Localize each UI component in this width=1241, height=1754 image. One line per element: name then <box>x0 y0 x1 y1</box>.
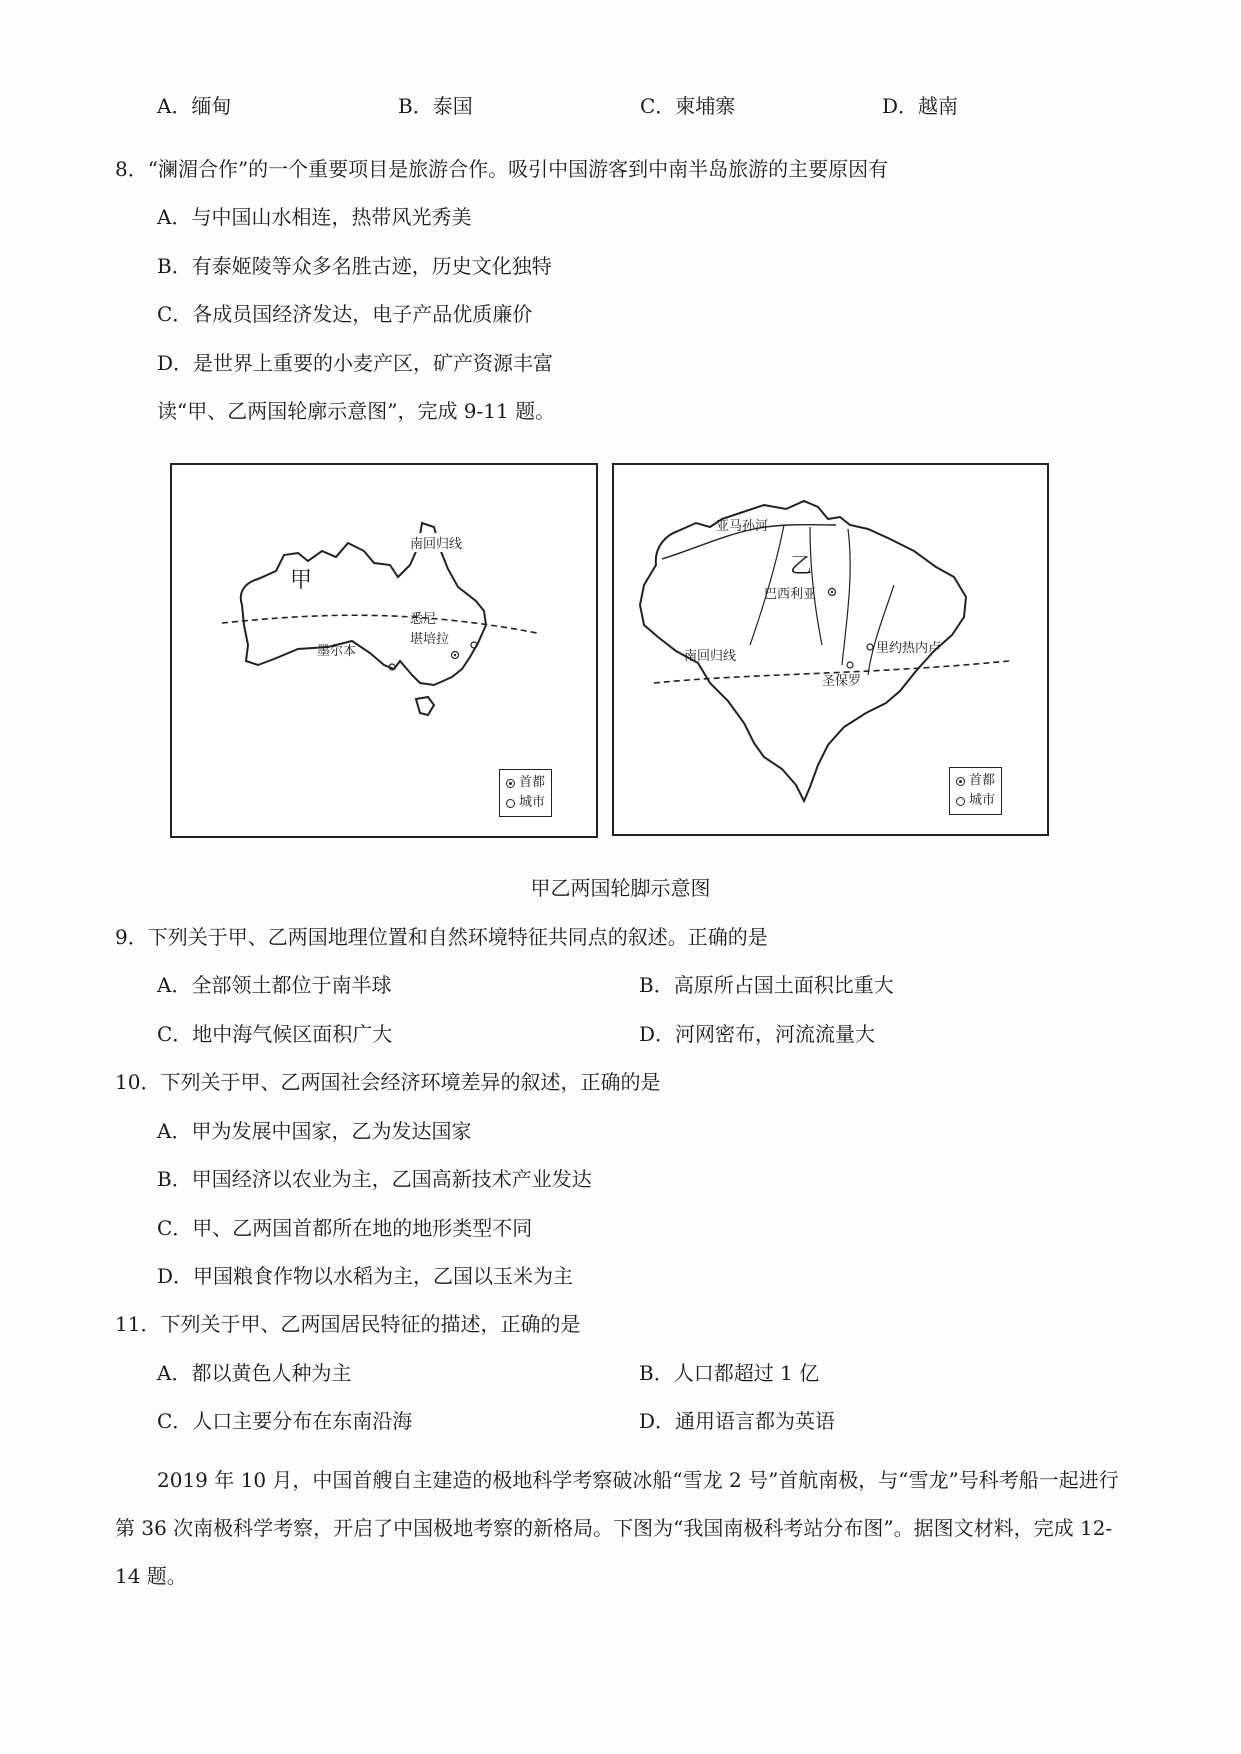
q8-option-d: D．是世界上重要的小麦产区，矿产资源丰富 <box>157 351 554 375</box>
q11-option-c: C．人口主要分布在东南沿海 <box>157 1409 413 1433</box>
capital-symbol-icon <box>956 777 965 786</box>
q9-stem: 9．下列关于甲、乙两国地理位置和自然环境特征共同点的叙述。正确的是 <box>115 925 768 949</box>
q10-stem: 10．下列关于甲、乙两国社会经济环境差异的叙述，正确的是 <box>115 1070 661 1094</box>
map-a-country-label: 甲 <box>290 568 313 593</box>
q7-option-d: D．越南 <box>882 94 959 118</box>
map-b-river-label: 亚马孙河 <box>716 519 769 534</box>
q11-option-a: A．都以黄色人种为主 <box>157 1361 352 1385</box>
passage-12-14: 2019 年 10 月，中国首艘自主建造的极地科学考察破冰船“雪龙 2 号”首航南极，与“雪龙”号科考船一起进行第 36 次南极科学考察，开启了中国极地考察的新格局。下图为“我国南极科考站分布图”。据图文材料，完成 12-14 题。 <box>115 1468 1119 1588</box>
map-a-legend: 首都 城市 <box>499 769 552 817</box>
map-a-city-sydney: 悉尼 <box>410 612 437 627</box>
q7-option-b: B．泰国 <box>398 94 473 118</box>
map-a-tropic-label: 南回归线 <box>410 533 462 552</box>
city-symbol-icon <box>506 799 515 808</box>
map-b-country-label: 乙 <box>790 554 813 579</box>
q8-option-c: C．各成员国经济发达，电子产品优质廉价 <box>157 302 533 326</box>
q10-option-a: A．甲为发展中国家，乙为发达国家 <box>157 1119 472 1143</box>
map-b <box>612 463 1049 836</box>
q10-option-d: D．甲国粮食作物以水稻为主，乙国以玉米为主 <box>157 1264 574 1288</box>
q10-option-c: C．甲、乙两国首都所在地的地形类型不同 <box>157 1216 533 1240</box>
map-a <box>170 463 598 838</box>
map-b-city-rio: 里约热内卢 <box>876 641 942 656</box>
q7-option-c: C．柬埔寨 <box>640 94 736 118</box>
q9-option-a: A．全部领土都位于南半球 <box>157 973 392 997</box>
q8-option-a: A．与中国山水相连，热带风光秀美 <box>157 205 472 229</box>
q8-option-b: B．有泰姬陵等众多名胜古迹，历史文化独特 <box>157 254 552 278</box>
map-b-city-brasilia: 巴西利亚 <box>764 587 817 602</box>
q8-stem: 8．“澜湄合作”的一个重要项目是旅游合作。吸引中国游客到中南半岛旅游的主要原因有 <box>115 157 889 181</box>
q9-option-c: C．地中海气候区面积广大 <box>157 1022 393 1046</box>
figure-caption: 甲乙两国轮脚示意图 <box>530 876 711 900</box>
map-b-city-saopaulo: 圣保罗 <box>822 674 862 689</box>
q10-option-b: B．甲国经济以农业为主，乙国高新技术产业发达 <box>157 1167 592 1191</box>
intro-9-11: 读“甲、乙两国轮廓示意图”，完成 9-11 题。 <box>157 399 556 423</box>
q7-option-a: A．缅甸 <box>157 94 232 118</box>
map-b-legend: 首都 城市 <box>949 767 1002 815</box>
capital-symbol-icon <box>506 779 515 788</box>
q9-option-b: B．高原所占国土面积比重大 <box>639 973 894 997</box>
map-b-tropic-label: 南回归线 <box>684 649 737 664</box>
map-a-city-canberra: 堪培拉 <box>410 632 450 647</box>
q11-option-d: D．通用语言都为英语 <box>639 1409 836 1433</box>
city-symbol-icon <box>956 797 965 806</box>
map-a-city-melbourne: 墨尔本 <box>317 644 357 659</box>
q11-stem: 11．下列关于甲、乙两国居民特征的描述，正确的是 <box>115 1312 581 1336</box>
q11-option-b: B．人口都超过 1 亿 <box>639 1361 820 1385</box>
q9-option-d: D．河网密布，河流流量大 <box>639 1022 876 1046</box>
